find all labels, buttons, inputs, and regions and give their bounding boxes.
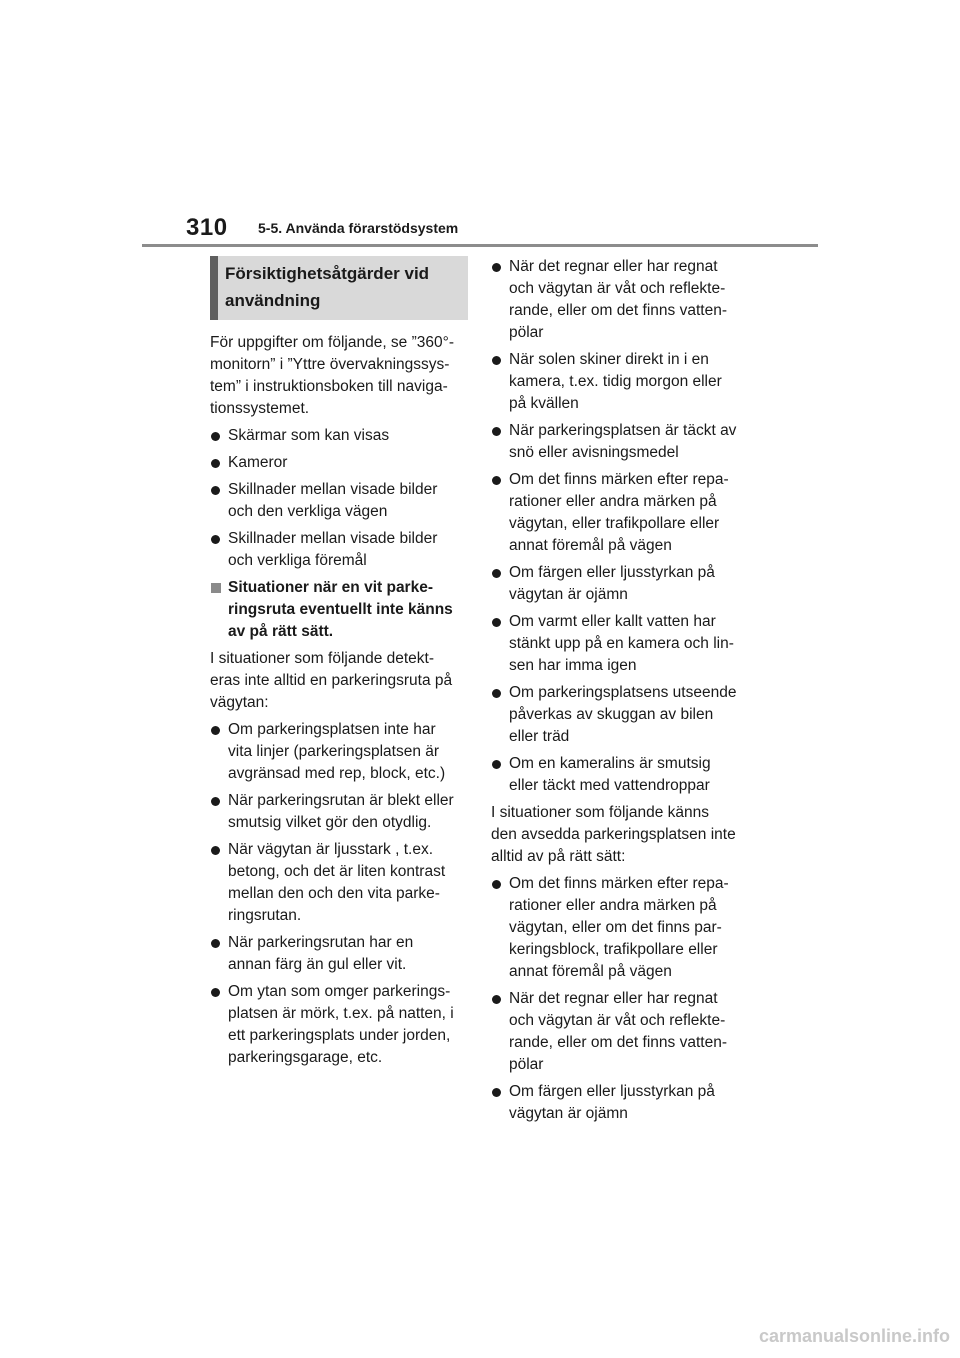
- bullet-icon: [211, 459, 220, 468]
- list-item-line: När det regnar eller har regnat: [509, 990, 718, 1007]
- caution-heading: Försiktighetsåtgärder vid användning: [210, 256, 468, 320]
- list-item: [491, 988, 749, 1076]
- list-item: [210, 719, 468, 785]
- bullet-icon: [211, 988, 220, 997]
- sub-intro-paragraph: I situationer som följande detekt- eras inte alltid en parkeringsruta på vägytan:: [210, 650, 453, 711]
- list-item-line: Om parkeringsplatsen inte har: [228, 721, 436, 738]
- list-item-line: parkeringsgarage, etc.: [228, 1049, 383, 1066]
- bullet-icon: [211, 939, 220, 948]
- bullet-icon: [211, 432, 220, 441]
- list-item: [491, 256, 749, 344]
- list-item: [210, 425, 468, 447]
- list-item-line: När solen skiner direkt in i en: [509, 351, 709, 368]
- bullet-icon: [492, 356, 501, 365]
- bullet-icon: [211, 797, 220, 806]
- bullet-icon: [211, 486, 220, 495]
- list-item-line: Om ytan som omger parkerings-: [228, 983, 451, 1000]
- list-item-line: keringsblock, trafikpollare eller: [509, 941, 718, 958]
- bullet-icon: [211, 846, 220, 855]
- list-item-line: När parkeringsplatsen är täckt av: [509, 422, 737, 439]
- list-item-line: annan färg än gul eller vit.: [228, 956, 407, 973]
- page-number: 310: [186, 214, 228, 241]
- list-item-line: kamera, t.ex. tidig morgon eller: [509, 373, 722, 390]
- intro-paragraph: För uppgifter om följande, se ”360°- monitorn” i ”Yttre övervakningssys- tem” i instruktionsboken till naviga- tionssystemet.: [210, 334, 454, 417]
- list-item-line: pölar: [509, 1056, 544, 1073]
- list-item: [210, 790, 468, 834]
- bullet-icon: [492, 1088, 501, 1097]
- subheading: Situationer när en vit parke- ringsruta eventuellt inte känns av på rätt sätt.: [210, 577, 468, 643]
- bullet-icon: [492, 995, 501, 1004]
- list-item-line: annat föremål på vägen: [509, 963, 672, 980]
- list-item-line: vita linjer (parkeringsplatsen är: [228, 743, 440, 760]
- list-item: [210, 981, 468, 1069]
- watermark: carmanualsonline.info: [758, 1326, 950, 1346]
- list-item-line: på kvällen: [509, 395, 579, 412]
- list-item-line: smutsig vilket gör den otydlig.: [228, 814, 432, 831]
- list-item-line: snö eller avisningsmedel: [509, 444, 679, 461]
- list-item: [210, 528, 468, 572]
- list-item-line: Skärmar som kan visas: [228, 427, 390, 444]
- list-item-line: rationer eller andra märken på: [509, 897, 717, 914]
- list-item-line: Om det finns märken efter repa-: [509, 875, 729, 892]
- list-item-line: rationer eller andra märken på: [509, 493, 717, 510]
- list-item-line: vägytan, eller om det finns par-: [509, 919, 722, 936]
- list-item-line: ringsrutan.: [228, 907, 302, 924]
- list-item-line: eller träd: [509, 728, 570, 745]
- list-item-line: pölar: [509, 324, 544, 341]
- list-item-line: annat föremål på vägen: [509, 537, 672, 554]
- list-item-line: När vägytan är ljusstark , t.ex.: [228, 841, 434, 858]
- bullet-list: [491, 256, 749, 797]
- list-item-line: påverkas av skuggan av bilen: [509, 706, 714, 723]
- list-item: [491, 420, 749, 464]
- list-item-line: avgränsad med rep, block, etc.): [228, 765, 446, 782]
- list-item: [491, 753, 749, 797]
- bullet-icon: [492, 427, 501, 436]
- list-item: [210, 932, 468, 976]
- right-column: [491, 256, 749, 1130]
- bullet-icon: [492, 263, 501, 272]
- list-item-line: stänkt upp på en kamera och lin-: [509, 635, 734, 652]
- list-item: [491, 349, 749, 415]
- list-item-line: eller täckt med vattendroppar: [509, 777, 710, 794]
- list-item-line: och vägytan är våt och reflekte-: [509, 280, 726, 297]
- bullet-list: [210, 719, 468, 1069]
- list-item-line: vägytan är ojämn: [509, 586, 628, 603]
- list-item: [491, 873, 749, 983]
- list-item-line: och vägytan är våt och reflekte-: [509, 1012, 726, 1029]
- list-item-line: Om varmt eller kallt vatten har: [509, 613, 716, 630]
- list-item-line: vägytan, eller trafikpollare eller: [509, 515, 720, 532]
- list-item-line: Om färgen eller ljusstyrkan på: [509, 564, 715, 581]
- mid-intro-paragraph: I situationer som följande känns den avsedda parkeringsplatsen inte alltid av på rätt sätt:: [491, 804, 736, 865]
- list-item-line: När parkeringsrutan har en: [228, 934, 414, 951]
- list-item: [491, 1081, 749, 1125]
- list-item-line: betong, och det är liten kontrast: [228, 863, 446, 880]
- list-item-line: vägytan är ojämn: [509, 1105, 628, 1122]
- left-column: [210, 256, 468, 1074]
- header-divider: [142, 244, 818, 247]
- bullet-icon: [492, 880, 501, 889]
- list-item: [491, 682, 749, 748]
- bullet-list: [491, 873, 749, 1125]
- list-item-line: När det regnar eller har regnat: [509, 258, 718, 275]
- list-item: [491, 469, 749, 557]
- section-title: 5-5. Använda förarstödsystem: [258, 220, 459, 236]
- list-item-line: platsen är mörk, t.ex. på natten, i: [228, 1005, 454, 1022]
- list-item: [210, 839, 468, 927]
- bullet-icon: [492, 760, 501, 769]
- list-item: [491, 562, 749, 606]
- list-item: [491, 611, 749, 677]
- bullet-icon: [492, 569, 501, 578]
- list-item-line: Skillnader mellan visade bilder: [228, 530, 438, 547]
- list-item-line: och verkliga föremål: [228, 552, 367, 569]
- list-item-line: Om en kameralins är smutsig: [509, 755, 711, 772]
- list-item-line: ett parkeringsplats under jorden,: [228, 1027, 451, 1044]
- list-item-line: Om parkeringsplatsens utseende: [509, 684, 737, 701]
- bullet-icon: [211, 535, 220, 544]
- list-item-line: och den verkliga vägen: [228, 503, 388, 520]
- list-item: [210, 479, 468, 523]
- list-item-line: sen har imma igen: [509, 657, 637, 674]
- list-item: [210, 452, 468, 474]
- list-item-line: När parkeringsrutan är blekt eller: [228, 792, 454, 809]
- list-item-line: Om färgen eller ljusstyrkan på: [509, 1083, 715, 1100]
- list-item-line: rande, eller om det finns vatten-: [509, 1034, 727, 1051]
- list-item-line: mellan den och den vita parke-: [228, 885, 440, 902]
- bullet-icon: [492, 618, 501, 627]
- list-item-line: Om det finns märken efter repa-: [509, 471, 729, 488]
- bullet-icon: [492, 476, 501, 485]
- list-item-line: Skillnader mellan visade bilder: [228, 481, 438, 498]
- bullet-icon: [492, 689, 501, 698]
- list-item-line: rande, eller om det finns vatten-: [509, 302, 727, 319]
- bullet-icon: [211, 726, 220, 735]
- square-marker-icon: [211, 583, 221, 593]
- bullet-list: [210, 425, 468, 572]
- list-item-line: Kameror: [228, 454, 288, 471]
